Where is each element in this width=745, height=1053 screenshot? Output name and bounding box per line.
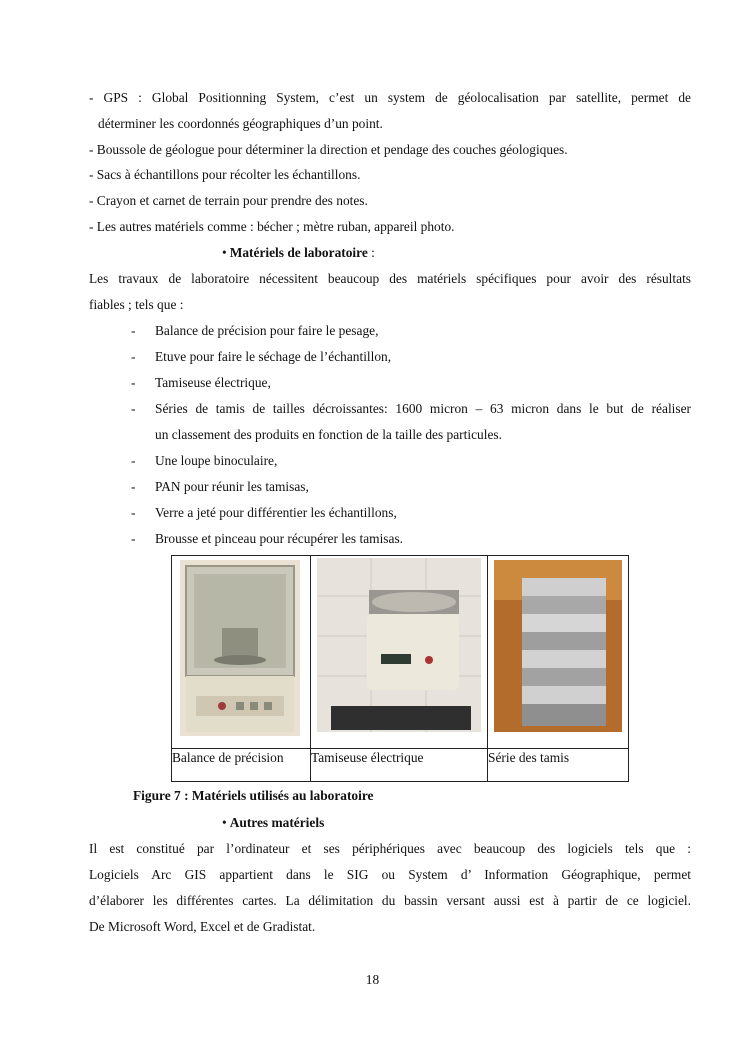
section-heading-other bbox=[222, 810, 324, 836]
figure-title: Figure 7 : Matériels utilisés au laboratoire bbox=[133, 788, 374, 803]
list-item: Brousse et pinceau pour récupérer les tamisas. bbox=[155, 531, 404, 546]
other-paragraph-line-1: Il est constitué par l’ordinateur et ses périphériques avec beaucoup des logiciels tels que : bbox=[89, 841, 691, 856]
bullet-icon: • bbox=[222, 245, 227, 260]
photo-cell-balance bbox=[172, 556, 311, 749]
list-item: Tamiseuse électrique, bbox=[155, 375, 271, 390]
intro-item-boussole: - Boussole de géologue pour déterminer la direction et pendage des couches géologiques. bbox=[89, 142, 568, 157]
list-item: Etuve pour faire le séchage de l’échantillon, bbox=[155, 349, 392, 364]
photo-cell-tamiseuse bbox=[311, 556, 488, 749]
list-dash: - bbox=[131, 505, 136, 520]
list-item: PAN pour réunir les tamisas, bbox=[155, 479, 309, 494]
page-number: 18 bbox=[365, 972, 380, 987]
tamis-photo bbox=[488, 556, 628, 748]
lab-paragraph-line-1: Les travaux de laboratoire nécessitent beaucoup des matériels spécifiques pour avoir des résultats bbox=[89, 271, 691, 286]
list-item: Une loupe binoculaire, bbox=[155, 453, 278, 468]
intro-item-gps: - GPS : Global Positionning System, c’est un system de géolocalisation par satellite, permet de bbox=[89, 90, 691, 105]
section-colon: : bbox=[367, 245, 375, 260]
intro-item-autres: - Les autres matériels comme : bécher ; mètre ruban, appareil photo. bbox=[89, 219, 455, 234]
list-dash: - bbox=[131, 531, 136, 546]
list-item-continuation: un classement des produits en fonction de la taille des particules. bbox=[155, 427, 502, 442]
other-paragraph-line-4: De Microsoft Word, Excel et de Gradistat. bbox=[89, 919, 316, 934]
section-title-lab: Matériels de laboratoire bbox=[229, 245, 368, 260]
list-item: Verre a jeté pour différentier les échantillons, bbox=[155, 505, 397, 520]
intro-item-crayon: - Crayon et carnet de terrain pour prendre des notes. bbox=[89, 193, 368, 208]
list-dash: - bbox=[131, 453, 136, 468]
caption-balance: Balance de précision bbox=[172, 749, 311, 782]
photo-cell-tamis bbox=[488, 556, 629, 749]
figure-table bbox=[171, 555, 629, 782]
list-dash: - bbox=[131, 349, 136, 364]
other-paragraph-line-2: Logiciels Arc GIS appartient dans le SIG ou System d’ Information Géographique, permet bbox=[89, 867, 691, 882]
lab-paragraph-line-2: fiables ; tels que : bbox=[89, 297, 184, 312]
list-item: Séries de tamis de tailles décroissantes: 1600 micron – 63 micron dans le but de réaliser bbox=[155, 401, 691, 416]
balance-photo bbox=[172, 556, 310, 748]
intro-item-sacs: - Sacs à échantillons pour récolter les échantillons. bbox=[89, 167, 361, 182]
list-dash: - bbox=[131, 375, 136, 390]
section-heading-lab bbox=[222, 240, 375, 266]
tamiseuse-photo bbox=[311, 556, 487, 748]
intro-item-gps-cont: déterminer les coordonnés géographiques d’un point. bbox=[98, 116, 383, 131]
list-dash: - bbox=[131, 401, 136, 416]
caption-tamiseuse: Tamiseuse électrique bbox=[311, 749, 488, 782]
list-item: Balance de précision pour faire le pesage, bbox=[155, 323, 379, 338]
list-dash: - bbox=[131, 479, 136, 494]
list-dash: - bbox=[131, 323, 136, 338]
bullet-icon: • bbox=[222, 815, 227, 830]
caption-tamis: Série des tamis bbox=[488, 749, 629, 782]
section-title-other: Autres matériels bbox=[229, 815, 325, 830]
other-paragraph-line-3: d’élaborer les différentes cartes. La délimitation du bassin versant aussi est à partir de ce logiciel. bbox=[89, 893, 691, 908]
